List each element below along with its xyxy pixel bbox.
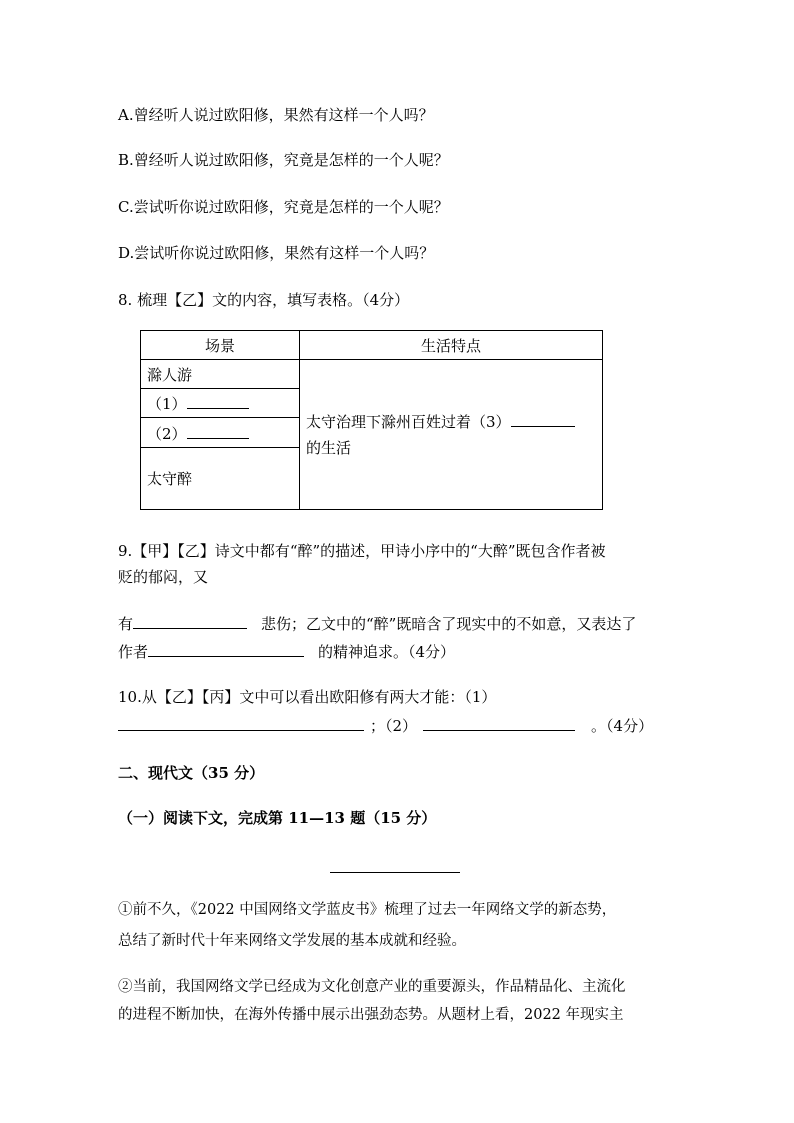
question-8-prompt: 8. 梳理【乙】文的内容，填写表格。（4分） [118,291,410,309]
scene-2 [141,389,300,418]
option-a: A.曾经听人说过欧阳修，果然有这样一个人吗？ [118,106,434,124]
q9-text-c: 作者 [118,643,149,661]
table-header-feature: 生活特点 [300,331,603,360]
scene-3 [141,418,300,447]
question-9-line2: 贬的郁闷，又 [118,568,209,586]
option-d: D.尝试听你说过欧阳修，果然有这样一个人吗？ [118,244,435,262]
q9-text-a: 有 [118,615,134,633]
answer-blank-q10-2[interactable] [423,714,575,731]
q9-text-b: 悲伤；乙文中的“醉”既暗含了现实中的不如意，又表达了 [261,615,637,633]
scene-3-label: （2） [147,424,187,443]
question-9-line1: 9.【甲】【乙】诗文中都有“醉”的描述，甲诗小序中的“大醉”既包含作者被 [118,542,606,560]
answer-blank-q9-1[interactable] [133,612,247,629]
passage-p1-line1: ①前不久，《2022 中国网络文学蓝皮书》梳理了过去一年网络文学的新态势， [118,902,617,918]
feature-text: 太守治理下滁州百姓过着（3） [306,412,511,431]
table-header-scene: 场景 [141,331,300,360]
q10-sep: ；（2） [370,717,418,735]
question-9-line4 [118,640,455,663]
question-10-line1: 10.从【乙】【丙】文中可以看出欧阳修有两大才能：（1） [118,688,497,706]
option-c: C.尝试听你说过欧阳修，究竟是怎样的一个人呢？ [118,198,449,216]
title-blank-line [330,872,460,873]
section-heading: 二、现代文（35 分） [118,764,265,782]
question-10-line2 [118,714,653,737]
q8-table [140,330,603,510]
scene-4: 太守醉 [141,447,300,509]
q10-end: 。（4分） [591,717,654,735]
answer-blank-q9-2[interactable] [148,640,304,657]
feature-text-end: 的生活 [306,438,352,457]
answer-blank-1[interactable] [187,392,249,409]
subsection-heading: （一）阅读下文，完成第 11—13 题（15 分） [118,809,437,827]
option-b: B.曾经听人说过欧阳修，究竟是怎样的一个人呢？ [118,151,449,169]
passage-p2-line1: ②当前，我国网络文学已经成为文化创意产业的重要源头，作品精品化、主流化 [118,979,626,995]
answer-blank-q10-1[interactable] [118,714,364,731]
feature-cell [300,360,603,510]
question-9-line3 [118,612,636,635]
scene-1: 滁人游 [141,360,300,389]
answer-blank-3[interactable] [511,410,575,427]
q9-text-d: 的精神追求。（4分） [318,643,456,661]
scene-2-label: （1） [147,395,187,414]
passage-p1-line2: 总结了新时代十年来网络文学发展的基本成就和经验。 [118,933,466,949]
answer-blank-2[interactable] [187,422,249,439]
passage-p2-line2: 的进程不断加快，在海外传播中展示出强劲态势。从题材上看，2022 年现实主 [118,1007,624,1023]
